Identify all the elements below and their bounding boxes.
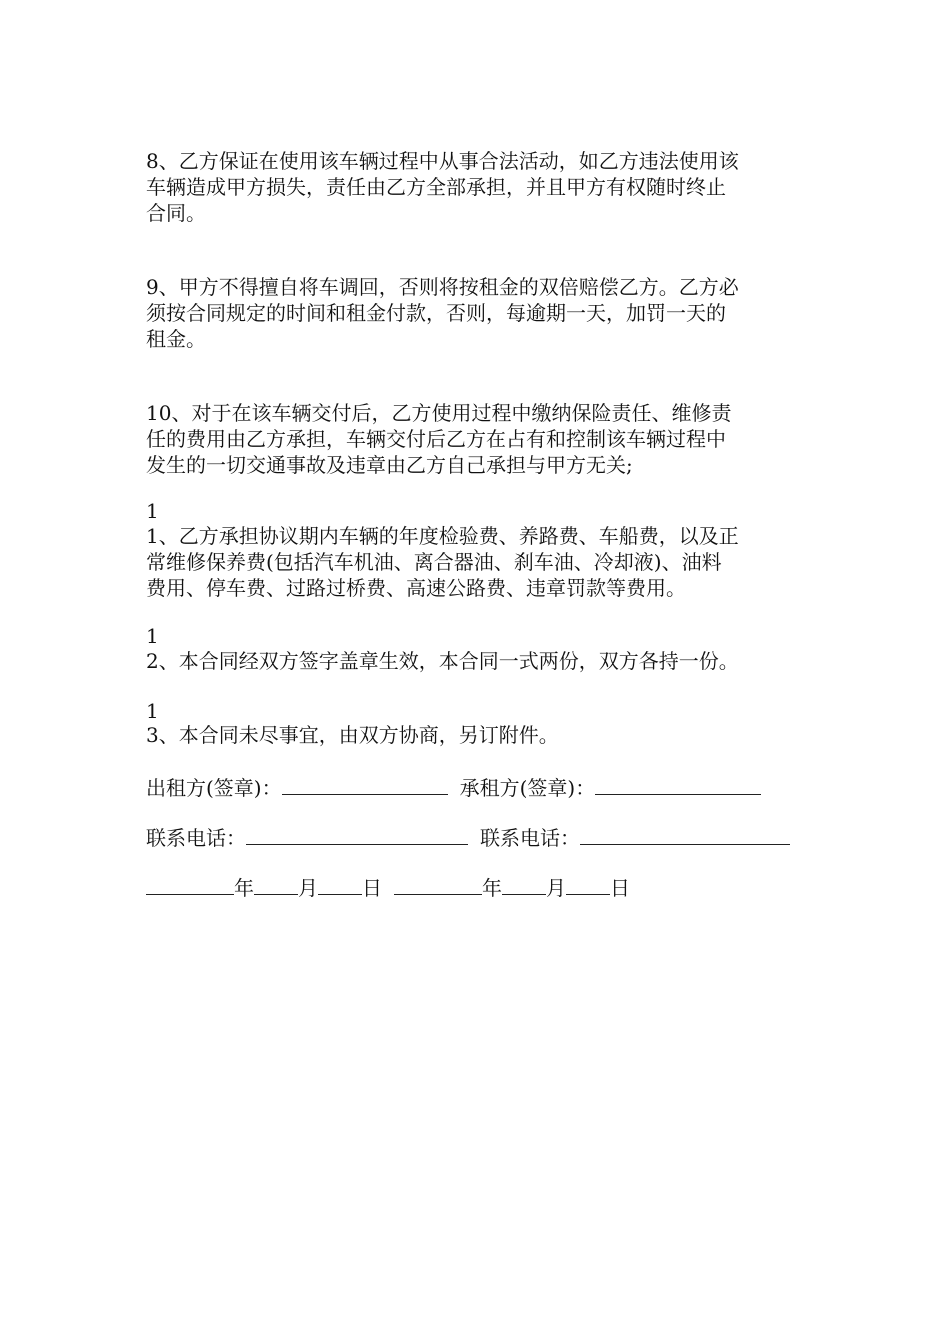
clause-8 [146,148,812,226]
year-blank [394,876,482,895]
month-blank [254,876,298,895]
clause-12: 2、本合同经双方签字盖章生效，本合同一式两份，双方各持一份。 [146,649,739,673]
day-blank [566,876,610,895]
clause-line: 8、乙方保证在使用该车辆过程中从事合法活动，如乙方违法使用该 [146,149,739,173]
lessee-phone-blank [580,826,790,845]
clause-number-prefix: 1 [146,499,159,523]
month-label: 月 [298,876,318,900]
clause-line: 任的费用由乙方承担，车辆交付后乙方在占有和控制该车辆过程中 [146,427,726,451]
lessor-label: 出租方(签章)： [146,776,282,800]
clause-line: 费用、停车费、过路过桥费、高速公路费、违章罚款等费用。 [146,576,686,600]
clause-line: 常维修保养费(包括汽车机油、离合器油、刹车油、冷却液)、油料 [146,550,722,574]
year-blank [146,876,234,895]
clause-line: 须按合同规定的时间和租金付款，否则，每逾期一天，加罚一天的 [146,301,726,325]
month-blank [502,876,546,895]
lessor-phone-label: 联系电话： [146,826,246,850]
date-row [146,872,806,898]
clause-13: 3、本合同未尽事宜，由双方协商，另订附件。 [146,723,559,747]
clause-line: 9、甲方不得擅自将车调回，否则将按租金的双倍赔偿乙方。乙方必 [146,275,739,299]
phone-row [146,822,806,848]
year-label: 年 [234,876,254,900]
lessor-phone-blank [246,826,468,845]
clause-11 [146,523,812,601]
clause-line: 1、乙方承担协议期内车辆的年度检验费、养路费、车船费，以及正 [146,524,739,548]
clause-line: 合同。 [146,201,206,225]
day-label: 日 [362,876,382,900]
year-label: 年 [482,876,502,900]
clause-line: 租金。 [146,327,206,351]
lessee-phone-label: 联系电话： [480,826,580,850]
lessor-signature-blank [282,776,448,795]
clause-10 [146,400,812,478]
signature-row [146,772,806,798]
lessee-signature-blank [595,776,761,795]
lessee-label: 承租方(签章)： [459,776,596,800]
clause-line: 车辆造成甲方损失，责任由乙方全部承担，并且甲方有权随时终止 [146,175,726,199]
clause-9 [146,274,812,352]
clause-line: 10、对于在该车辆交付后，乙方使用过程中缴纳保险责任、维修责 [146,401,732,425]
clause-number-prefix: 1 [146,624,159,648]
clause-line: 发生的一切交通事故及违章由乙方自己承担与甲方无关; [146,453,633,477]
day-blank [318,876,362,895]
day-label: 日 [610,876,630,900]
month-label: 月 [546,876,566,900]
clause-number-prefix: 1 [146,699,159,723]
